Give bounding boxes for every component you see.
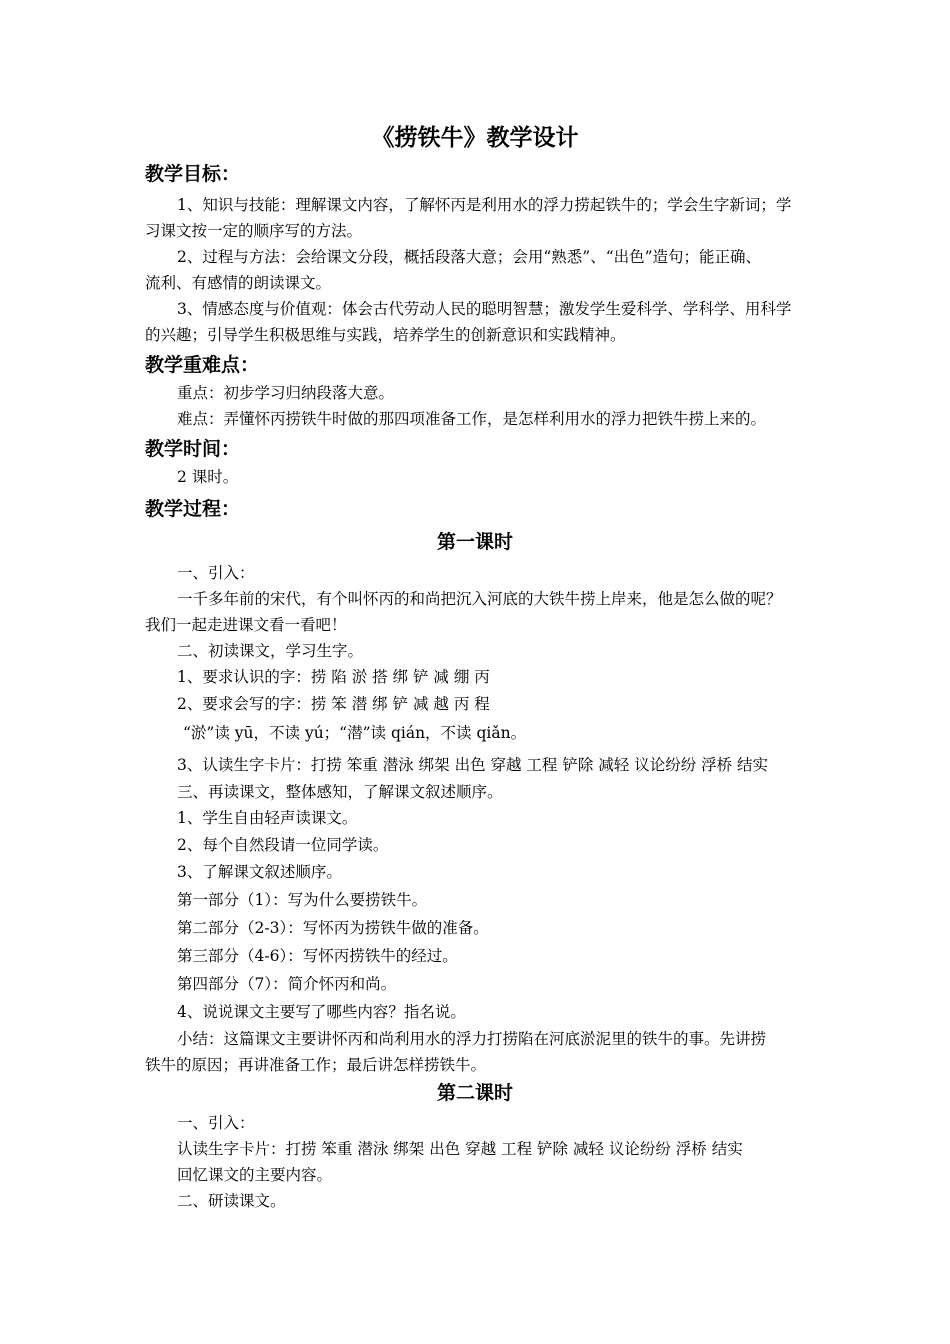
lesson-2-line: 一、引入： bbox=[177, 1114, 255, 1132]
lesson-1-line: 3、认读生字卡片：打捞 笨重 潜泳 绑架 出色 穿越 工程 铲除 减轻 议论纷纷 浮桥 结实 bbox=[177, 756, 769, 774]
lesson-1-line: 2、要求会写的字：捞 笨 潜 绑 铲 减 越 丙 程 bbox=[177, 695, 490, 713]
lesson-1-line: 第三部分（4-6）：写怀丙捞铁牛的经过。 bbox=[177, 947, 458, 965]
lesson-1-heading: 第一课时 bbox=[436, 531, 513, 553]
goal-2-line-2: 流利、有感情的朗读课文。 bbox=[145, 274, 332, 292]
heading-goals: 教学目标： bbox=[145, 163, 241, 185]
lesson-1-line: 1、学生自由轻声读课文。 bbox=[177, 809, 358, 827]
key-point: 重点：初步学习归纳段落大意。 bbox=[177, 384, 395, 402]
heading-keypoints: 教学重难点： bbox=[145, 354, 260, 376]
heading-process: 教学过程： bbox=[145, 498, 241, 520]
goal-1-line-1: 1、知识与技能：理解课文内容，了解怀丙是利用水的浮力捞起铁牛的；学会生字新词；学 bbox=[177, 196, 792, 214]
lesson-1-line: 1、要求认识的字：捞 陷 淤 搭 绑 铲 减 绷 丙 bbox=[177, 668, 490, 686]
difficulty-point: 难点：弄懂怀丙捞铁牛时做的那四项准备工作，是怎样利用水的浮力把铁牛捞上来的。 bbox=[177, 410, 767, 428]
goal-3-line-2: 的兴趣；引导学生积极思维与实践，培养学生的创新意识和实践精神。 bbox=[145, 326, 626, 344]
document-title: 《捞铁牛》教学设计 bbox=[371, 125, 579, 151]
lesson-2-line: 认读生字卡片：打捞 笨重 潜泳 绑架 出色 穿越 工程 铲除 减轻 议论纷纷 浮桥 结实 bbox=[177, 1140, 743, 1158]
lesson-1-line: 我们一起走进课文看一看吧！ bbox=[145, 616, 347, 634]
lesson-1-line: 2、每个自然段请一位同学读。 bbox=[177, 836, 389, 854]
lesson-2-heading: 第二课时 bbox=[436, 1082, 513, 1104]
heading-time: 教学时间： bbox=[145, 438, 241, 460]
lesson-1-line: 一、引入： bbox=[177, 564, 255, 582]
summary-line-1: 小结：这篇课文主要讲怀丙和尚利用水的浮力打捞陷在河底淤泥里的铁牛的事。先讲捞 bbox=[177, 1030, 767, 1048]
goal-3-line-1: 3、情感态度与价值观：体会古代劳动人民的聪明智慧；激发学生爱科学、学科学、用科学 bbox=[177, 300, 792, 318]
lesson-1-line: 3、了解课文叙述顺序。 bbox=[177, 863, 342, 881]
goal-2-line-1: 2、过程与方法：会给课文分段，概括段落大意；会用“熟悉”、“出色”造句；能正确、 bbox=[177, 248, 762, 266]
lesson-1-line: 第二部分（2-3）：写怀丙为捞铁牛做的准备。 bbox=[177, 919, 489, 937]
lesson-1-line: 三、再读课文，整体感知，了解课文叙述顺序。 bbox=[177, 783, 503, 801]
lesson-1-line: 第一部分（1）：写为什么要捞铁牛。 bbox=[177, 891, 428, 909]
lesson-2-line: 回忆课文的主要内容。 bbox=[177, 1166, 333, 1184]
goal-1-line-2: 习课文按一定的顺序写的方法。 bbox=[145, 222, 363, 240]
lesson-2-line: 二、研读课文。 bbox=[177, 1192, 286, 1210]
lesson-1-line: 一千多年前的宋代，有个叫怀丙的和尚把沉入河底的大铁牛捞上岸来，他是怎么做的呢？ bbox=[177, 590, 782, 608]
lesson-1-line: 4、说说课文主要写了哪些内容？指名说。 bbox=[177, 1003, 466, 1021]
time-value: 2 课时。 bbox=[177, 468, 239, 486]
lesson-1-line: 二、初读课文，学习生字。 bbox=[177, 642, 364, 660]
summary-line-2: 铁牛的原因；再讲准备工作；最后讲怎样捞铁牛。 bbox=[145, 1056, 487, 1074]
lesson-1-line: 第四部分（7）：简介怀丙和尚。 bbox=[177, 975, 397, 993]
pronunciation-note: “淤”读 yū，不读 yú；“潜”读 qián，不读 qiǎn。 bbox=[183, 724, 527, 742]
